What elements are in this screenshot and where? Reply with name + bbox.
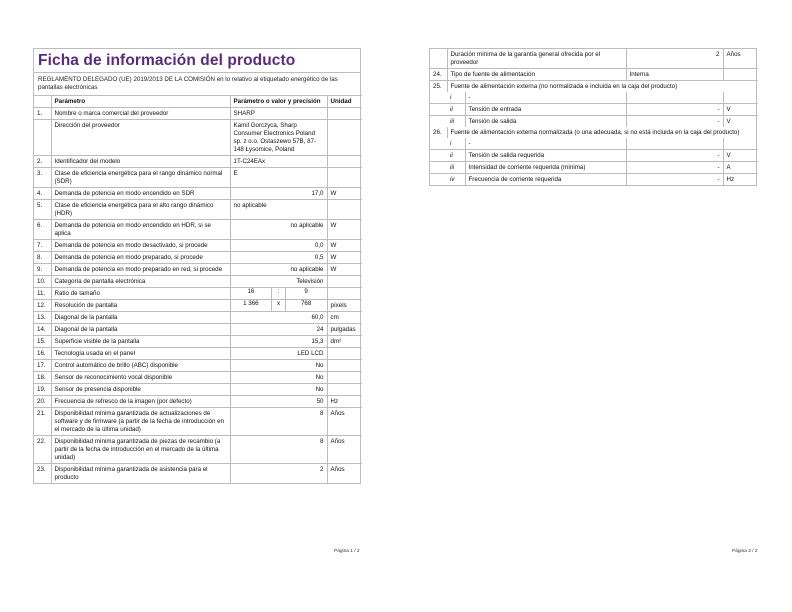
- table-row: [34, 108, 362, 120]
- table-row: [34, 240, 362, 252]
- sub-row: [430, 138, 758, 150]
- table-row: [34, 436, 362, 464]
- row-number: 15.: [34, 336, 51, 348]
- row-param: Disponibilidad mínima garantizada de asistencia para el producto: [51, 464, 230, 484]
- row-unit: [723, 138, 758, 150]
- row-param: Disponibilidad mínima garantizada de piezas de recambio (a partir de la fecha de introducción en el mercado de la última unidad): [51, 436, 230, 464]
- row-unit: [327, 120, 362, 156]
- row-param: Fuente de alimentación externa normalizada (o una adecuada, si no está incluida en la caja del producto): [450, 128, 740, 136]
- sub-row: [430, 162, 758, 174]
- table-row: [34, 220, 362, 240]
- row-value: 60,0: [230, 312, 327, 324]
- row-value: 24: [230, 324, 327, 336]
- sub-row: [430, 174, 758, 186]
- table-row: 25. Fuente de alimentación externa (no normalizada e incluida en la caja del producto): [430, 81, 758, 93]
- row-value: 50: [230, 396, 327, 408]
- row-param: Control automático de brillo (ABC) disponible: [51, 360, 230, 372]
- table-row: [34, 396, 362, 408]
- row-param: Sensor de reconocimiento vocal disponible: [51, 372, 230, 384]
- sub-row: [430, 92, 758, 104]
- row-number: 14.: [34, 324, 51, 336]
- row-unit: W: [330, 265, 337, 273]
- sub-numeral: iv: [447, 174, 465, 185]
- table-row: 24. Tipo de fuente de alimentación Interna: [430, 69, 758, 81]
- table-row: [34, 384, 362, 396]
- page-footer: Página 2 / 2: [732, 549, 758, 554]
- sub-numeral: i: [447, 138, 465, 149]
- row-value: no aplicable: [230, 220, 327, 240]
- row-value: 17,0: [230, 188, 327, 200]
- header-param: Parámetro: [51, 96, 230, 108]
- header-unit: Unidad: [330, 97, 352, 105]
- row-number: 23.: [34, 464, 51, 484]
- row-param: Demanda de potencia en modo preparado en red, si procede: [51, 264, 230, 276]
- row-value: [626, 92, 723, 104]
- row-number: 4.: [34, 188, 51, 200]
- table-row: [34, 300, 362, 312]
- row-unit: [327, 384, 362, 396]
- table-row: [34, 200, 362, 220]
- row-value: 0,0: [230, 240, 327, 252]
- row-number: 12.: [34, 300, 51, 312]
- ratio-sep: :: [272, 288, 285, 299]
- table-row: [34, 156, 362, 168]
- table-row: [34, 336, 362, 348]
- row-param: Nombre o marca comercial del proveedor: [51, 108, 230, 120]
- row-value: -: [626, 116, 723, 128]
- row-param: Clase de eficiencia energética para el rango dinámico normal (SDR): [51, 168, 230, 188]
- table-row: [34, 120, 362, 156]
- row-param: Identificador del modelo: [51, 156, 230, 168]
- row-unit: Años: [330, 409, 345, 417]
- row-unit: dm²: [330, 337, 342, 345]
- row-number: 9.: [34, 264, 51, 276]
- ratio-a: 16: [231, 288, 272, 299]
- row-value: LED LCD: [230, 348, 327, 360]
- row-value: Interna: [626, 69, 723, 81]
- row-param: Ratio de tamaño: [51, 288, 230, 300]
- row-value-split: [230, 300, 327, 312]
- page-footer: Página 1 / 2: [334, 549, 360, 554]
- row-number: 22.: [34, 436, 51, 464]
- row-value: no aplicable: [230, 264, 327, 276]
- sub-numeral: iii: [447, 162, 465, 173]
- table-row: [34, 464, 362, 484]
- row-number: 1.: [34, 108, 51, 120]
- row-param: Tensión de salida: [468, 117, 517, 125]
- row-unit: W: [330, 221, 337, 229]
- product-info-table: [34, 95, 362, 483]
- row-value: no aplicable: [230, 200, 327, 220]
- row-param: Disponibilidad mínima garantizada de actualizaciones de software y de firmware (a partir de la fecha de introducción en el mercado de la última unidad): [51, 408, 230, 436]
- header-value: Parámetro o valor y precisión: [230, 96, 327, 108]
- row-unit: V: [726, 151, 731, 159]
- row-param: -: [468, 93, 471, 101]
- ratio-b: 9: [304, 288, 308, 295]
- row-value: Televisión: [230, 276, 327, 288]
- table-row: [34, 276, 362, 288]
- page-2: [396, 0, 792, 612]
- row-number: 11.: [34, 288, 51, 300]
- table-row: [34, 312, 362, 324]
- table-row: [34, 188, 362, 200]
- row-param: Fuente de alimentación externa (no normalizada e incluida en la caja del producto): [450, 82, 678, 90]
- row-number: 6.: [34, 220, 51, 240]
- row-value: -: [626, 174, 723, 186]
- row-unit: [327, 372, 362, 384]
- row-number: 2.: [34, 156, 51, 168]
- row-value: 8: [230, 408, 327, 436]
- row-number: 19.: [34, 384, 51, 396]
- row-param: Diagonal de la pantalla: [51, 324, 230, 336]
- row-unit: Años: [726, 50, 741, 58]
- table-row: [34, 348, 362, 360]
- row-number: 18.: [34, 372, 51, 384]
- row-param: Demanda de potencia en modo encendido en HDR, si se aplica: [51, 220, 230, 240]
- row-param: Tecnología usada en el panel: [51, 348, 230, 360]
- row-param: Categoría de pantalla electrónica: [51, 276, 230, 288]
- row-number: 13.: [34, 312, 51, 324]
- table-row: [34, 408, 362, 436]
- row-unit: [723, 69, 758, 81]
- row-param: Tipo de fuente de alimentación: [447, 69, 626, 81]
- row-value: SHARP: [230, 108, 327, 120]
- row-value-split: [230, 288, 327, 300]
- row-param: Tensión de salida requerida: [468, 151, 545, 159]
- row-param: Frecuencia de refresco de la imagen (por defecto): [51, 396, 230, 408]
- row-param: Superficie visible de la pantalla: [51, 336, 230, 348]
- row-param: Intensidad de corriente requerida (mínima): [468, 163, 586, 171]
- page-title: Ficha de información del producto: [34, 49, 360, 73]
- row-param: Clase de eficiencia energética para el alto rango dinámico (HDR): [51, 200, 230, 220]
- row-number: 3.: [34, 168, 51, 188]
- row-unit: [327, 108, 362, 120]
- row-value: 1T-C24EAx: [230, 156, 327, 168]
- row-number: 17.: [34, 360, 51, 372]
- product-info-table-continued: [430, 49, 758, 185]
- row-param: -: [468, 139, 471, 147]
- row-param: Diagonal de la pantalla: [51, 312, 230, 324]
- row-value: 15,3: [230, 336, 327, 348]
- row-unit: [327, 288, 362, 300]
- row-value: Kamil Gorczyca, Sharp Consumer Electronics Poland sp. z o.o. Ostaszewo 57B, 87-148 Łysomice, Poland: [230, 120, 327, 156]
- row-param: Sensor de presencia disponible: [51, 384, 230, 396]
- ratio-sep: x: [272, 300, 285, 311]
- sub-numeral: ii: [447, 104, 465, 115]
- sub-row: [430, 150, 758, 162]
- row-value: 0,5: [230, 252, 327, 264]
- row-param: Dirección del proveedor: [51, 120, 230, 156]
- table-row: [34, 264, 362, 276]
- row-number: [34, 120, 51, 156]
- regulation-subtitle: REGLAMENTO DELEGADO (UE) 2019/2013 DE LA COMISIÓN en lo relativo al etiquetado energético de las pantallas electrónicas: [38, 76, 338, 91]
- row-unit: Años: [330, 465, 345, 473]
- row-param: Resolución de pantalla: [51, 300, 230, 312]
- row-param: Demanda de potencia en modo desactivado, si procede: [51, 240, 230, 252]
- row-unit: Años: [330, 437, 345, 445]
- row-value: -: [626, 162, 723, 174]
- table-row: [430, 49, 758, 69]
- row-unit: cm: [330, 313, 339, 321]
- row-value: 8: [230, 436, 327, 464]
- sub-row: [430, 116, 758, 128]
- product-info-sheet-continued: [429, 48, 757, 186]
- row-unit: pulgadas: [330, 325, 356, 333]
- row-param: Demanda de potencia en modo encendido en SDR: [51, 188, 230, 200]
- row-param: Tensión de entrada: [468, 105, 522, 113]
- row-number: 8.: [34, 252, 51, 264]
- row-unit: W: [330, 241, 337, 249]
- row-param: Demanda de potencia en modo preparado, si procede: [51, 252, 230, 264]
- product-info-sheet: [33, 48, 361, 484]
- table-row: [34, 360, 362, 372]
- row-number: 21.: [34, 408, 51, 436]
- ratio-b: 768: [300, 300, 312, 307]
- row-number: 10.: [34, 276, 51, 288]
- table-row: [34, 324, 362, 336]
- row-value: [626, 138, 723, 150]
- row-unit: V: [726, 105, 731, 113]
- row-param: Frecuencia de corriente requerida: [468, 175, 562, 183]
- row-unit: Hz: [330, 397, 339, 405]
- row-unit: [327, 200, 362, 220]
- table-row: [34, 372, 362, 384]
- row-param: Duración mínima de la garantía general ofrecida por el proveedor: [447, 49, 626, 69]
- sub-numeral: ii: [447, 150, 465, 161]
- row-value: E: [230, 168, 327, 188]
- table-row: [34, 252, 362, 264]
- row-unit: A: [726, 163, 731, 171]
- table-header-row: [34, 96, 362, 108]
- row-unit: V: [726, 117, 731, 125]
- table-row: [34, 168, 362, 188]
- row-unit: [723, 92, 758, 104]
- sub-numeral: iii: [447, 116, 465, 127]
- row-value: 2: [626, 49, 723, 69]
- row-unit: W: [330, 189, 337, 197]
- row-number: 16.: [34, 348, 51, 360]
- row-unit: Hz: [726, 175, 735, 183]
- row-value: 2: [230, 464, 327, 484]
- row-unit: [327, 168, 362, 188]
- ratio-a: 1 366: [231, 300, 272, 311]
- row-number: 7.: [34, 240, 51, 252]
- table-row: 26. Fuente de alimentación externa normalizada (o una adecuada, si no está incluida en la caja del producto): [430, 127, 758, 138]
- row-value: No: [230, 360, 327, 372]
- row-value: -: [626, 150, 723, 162]
- row-unit: [327, 348, 362, 360]
- row-number: 5.: [34, 200, 51, 220]
- sub-row: [430, 104, 758, 116]
- row-unit: W: [330, 253, 337, 261]
- row-number: 20.: [34, 396, 51, 408]
- sub-numeral: i: [447, 92, 465, 103]
- row-unit: píxels: [330, 301, 347, 309]
- table-row: [34, 288, 362, 300]
- row-unit: [327, 156, 362, 168]
- row-unit: [327, 276, 362, 288]
- row-value: No: [230, 384, 327, 396]
- row-value: -: [626, 104, 723, 116]
- row-unit: [327, 360, 362, 372]
- row-value: No: [230, 372, 327, 384]
